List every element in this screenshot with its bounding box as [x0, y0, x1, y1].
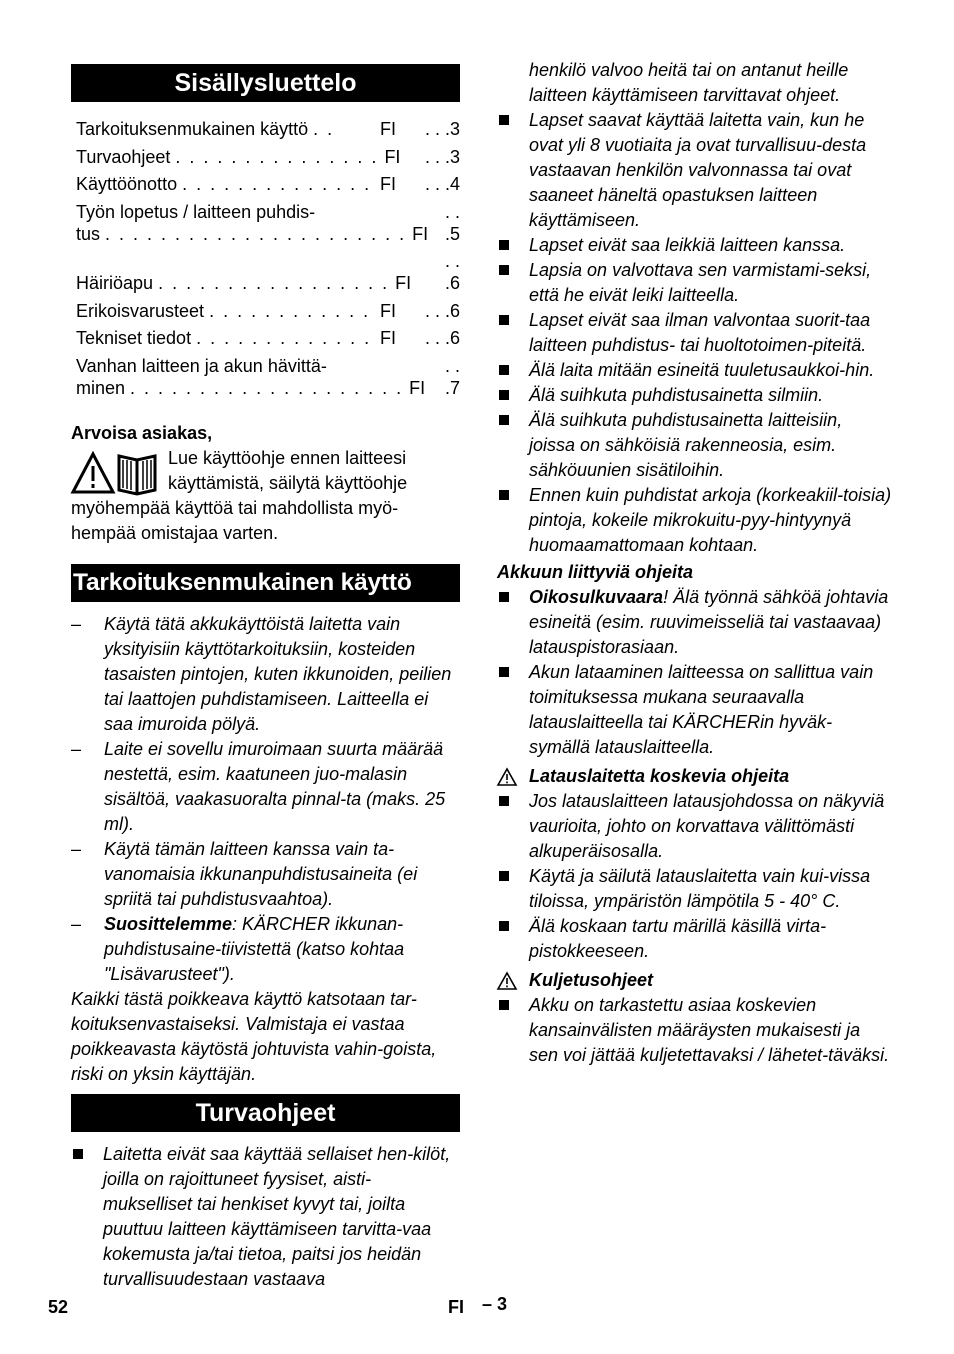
bullet-square-icon [499, 365, 509, 375]
list-item: – Suosittelemme: KÄRCHER ikkunan-puhdistusaine-tiivistettä (katso kohtaa "Lisävarusteet"). [71, 913, 405, 984]
bullet-square-icon [499, 115, 509, 125]
intro-line-rest: myöhempää käyttöä tai mahdollista myö-hempää omistajaa varten. [71, 497, 399, 543]
toc-row[interactable]: Tarkoituksenmukainen käyttö . . FI . . .3 [76, 119, 460, 139]
list-item: Ennen kuin puhdistat arkoja (korkeakiil-toisia) pintoja, kokeile mikrokuitu-pyy-hintyynyä huomaamattomaan kohtaan. [497, 483, 892, 558]
section-page: – 3 [482, 1294, 508, 1314]
toc-row[interactable]: Tekniset tiedot . . . . . . . . . . . . . FI . . .6 [76, 328, 460, 348]
toc-row[interactable]: Häiriöapu . . . . . . . . . . . . . . . . . FI . . .6 [76, 251, 460, 293]
list-item: – Käytä tätä akkukäyttöistä laitetta vain yksityisiin käyttötarkoituksiin, kosteiden tasaisten pintojen, kuten ikkunoiden, peilien tai laattojen puhdistamiseen. Laitteella ei saa imuroida pölyä. [71, 613, 452, 734]
safety-heading: Turvaohjeet [71, 1094, 460, 1132]
list-item: Lapset eivät saa leikkiä laitteen kanssa. [497, 233, 892, 258]
bullet-square-icon [499, 240, 509, 250]
toc-row[interactable]: Turvaohjeet . . . . . . . . . . . . . . . FI . . .3 [76, 146, 460, 167]
bullet-square-icon [499, 265, 509, 275]
bullet-square-icon [499, 390, 509, 400]
intro-line-1: Lue käyttöohje ennen laitteesi [168, 447, 407, 468]
list-item: Älä suihkuta puhdistusainetta silmiin. [497, 383, 892, 408]
list-item: Käytä ja säilutä latauslaitetta vain kui-vissa tiloissa, ympäristön lämpötila 5 - 40° C. [497, 864, 892, 914]
toc-row[interactable]: Käyttöönotto . . . . . . . . . . . . . . FI . . .4 [76, 174, 460, 194]
warning-icon [497, 972, 517, 990]
toc-row[interactable]: Vanhan laitteen ja akun hävittä- minen . . . . . . . . . . . . . . . . . . . . FI . . .7 [76, 355, 460, 398]
transport-heading: Kuljetusohjeet [497, 968, 892, 993]
list-item: Akun lataaminen laitteessa on sallittua vain toimituksessa mukana seuraavalla latauslaitteella tai KÄRCHERin hyväk-symällä latauslaitteella. [497, 660, 892, 760]
list-item: Lapset saavat käyttää laitetta vain, kun he ovat yli 8 vuotiaita ja ovat turvallisuu-desta vastaavan henkilön valvonnassa tai ovat saaneet häneltä opastuksen laitteen käyttämiseen. [497, 108, 892, 233]
bullet-square-icon [499, 490, 509, 500]
footer-language: FI [448, 1297, 464, 1317]
battery-list [497, 585, 892, 760]
salutation: Arvoisa asiakas, [71, 422, 213, 443]
page-number: 52 [48, 1297, 69, 1317]
safety-continued: henkilö valvoo heitä tai on antanut heille laitteen käyttämiseen tarvittavat ohjeet. [529, 60, 849, 105]
list-item: Laitetta eivät saa käyttää sellaiset hen-kilöt, joilla on rajoittuneet fyysiset, aisti-mukselliset tai henkiset kyvyt tai, joilta puuttuu laitteen käyttämiseen tarvitta-vaa kokemusta ja/tai tietoa, paitsi jos heidän turvallisuudestaan vastaava [71, 1142, 460, 1292]
safety-list-right [497, 108, 892, 558]
charger-heading: Latauslaitetta koskevia ohjeita [497, 764, 892, 789]
bullet-square-icon [499, 667, 509, 677]
charger-list [497, 789, 892, 964]
list-item: – Laite ei sovellu imuroimaan suurta määrää nestettä, esim. kaatuneen juo-malasin sisältöä, vaakasuoralta pinnal-ta (maks. 25 ml). [71, 738, 446, 834]
toc-heading: Sisällysluettelo [71, 64, 460, 102]
table-of-contents [71, 118, 460, 399]
left-column [71, 64, 460, 1292]
bullet-square-icon [499, 921, 509, 931]
list-item: – Käytä tämän laitteen kanssa vain ta-vanomaisia ikkunanpuhdistusaineita (ei spriitä tai puhdistusvaahtoa). [71, 838, 418, 909]
battery-heading: Akkuun liittyviä ohjeita [497, 562, 694, 582]
list-item: Lapsia on valvottava sen varmistami-seksi, että he eivät leiki laitteella. [497, 258, 892, 308]
bullet-square-icon [499, 592, 509, 602]
bullet-square-icon [499, 315, 509, 325]
intro-notice [71, 446, 460, 546]
warning-manual-icon [71, 450, 161, 494]
bullet-square-icon [499, 1000, 509, 1010]
list-item: Oikosulkuvaara! Älä työnnä sähköä johtavia esineitä (esim. ruuvimeisseliä tai vastaavaa) latauspistorasiaan. [497, 585, 892, 660]
bullet-square-icon [499, 415, 509, 425]
list-item: Lapset eivät saa ilman valvontaa suorit-taa laitteen puhdistus- tai huoltotoimen-piteitä. [497, 308, 892, 358]
transport-list [497, 993, 892, 1068]
list-item: Akku on tarkastettu asiaa koskevien kansainvälisten määräysten mukaisesti ja sen voi jättää kuljetettavaksi / lähetet-täväksi. [497, 993, 892, 1068]
warning-icon [497, 768, 517, 786]
intro-line-2: käyttämistä, säilytä käyttöohje [168, 472, 408, 493]
safety-list-left [71, 1142, 460, 1292]
intended-use-heading: Tarkoituksenmukainen käyttö [71, 564, 460, 602]
list-item: Älä laita mitään esineitä tuuletusaukkoi-hin. [497, 358, 892, 383]
toc-row[interactable]: Erikoisvarusteet . . . . . . . . . . . . FI . . .6 [76, 300, 460, 321]
intended-use-list [71, 612, 460, 987]
intended-use-closing: Kaikki tästä poikkeava käyttö katsotaan tar-koituksenvastaiseksi. Valmistaja ei vastaa poikkeavasta käytöstä johtuvista vahin-goista, riski on yksin käyttäjän. [71, 988, 437, 1084]
bullet-square-icon [73, 1149, 83, 1159]
list-item: Älä koskaan tartu märillä käsillä virta-pistokkeeseen. [497, 914, 892, 964]
right-column [497, 58, 892, 1068]
toc-row[interactable]: Työn lopetus / laitteen puhdis- tus . . . . . . . . . . . . . . . . . . . . . . FI . . .5 [76, 201, 460, 244]
bullet-square-icon [499, 796, 509, 806]
list-item: Jos latauslaitteen latausjohdossa on näkyviä vaurioita, johto on korvattava välittömästi alkuperäisosalla. [497, 789, 892, 864]
bullet-square-icon [499, 871, 509, 881]
list-item: Älä suihkuta puhdistusainetta laitteisiin, joissa on sähköisiä rakenneosia, esim. sähköuunien sisätiloihin. [497, 408, 892, 483]
